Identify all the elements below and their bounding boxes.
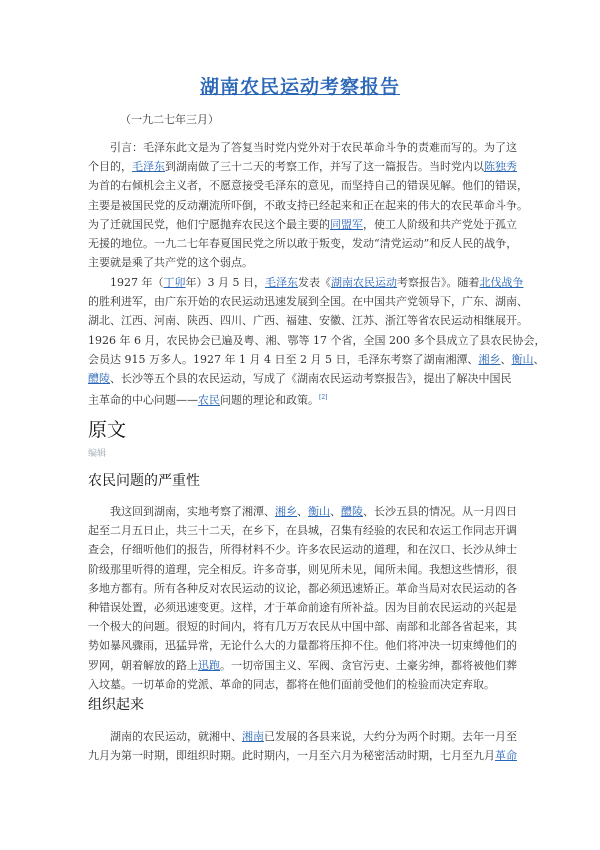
background-line: 1926 年 6 月，农民协会已遍及粤、湘、鄂等 17 个省，全国 200 多个县成立了县农民协会， <box>88 333 546 347</box>
section1-line: 入坟墓。一切革命的党派、革命的同志，都将在他们面前受他们的检验而决定弃取。 <box>88 677 495 691</box>
background-line: 湖北、江西、河南、陕西、四川、广西、福建、安徽、江苏、浙江等省农民运动相继展开。 <box>88 314 528 328</box>
section1-line: 阶级那里听得的道理，完全相反。许多奇事，则见所未见，闻所未闻。我想这些情形，很 <box>88 562 517 576</box>
background-line: 的胜利进军，由广东开始的农民运动迅速发展到全国。在中国共产党领导下，广东、湖南、 <box>88 295 528 309</box>
link-liling[interactable]: 醴陵 <box>341 505 363 518</box>
link-chen-duxiu[interactable]: 陈独秀 <box>484 160 517 174</box>
link-hunan-peasant-movement[interactable]: 湖南农民运动 <box>331 276 397 289</box>
section1-line: 罗网，朝着解放的路上迅跑。一切帝国主义、军阀、贪官污吏、土豪劣绅，都将被他们葬 <box>88 658 517 672</box>
link-hengshan[interactable]: 衡山 <box>511 352 534 366</box>
intro-line: 主要是被国民党的反动潮流所吓倒，不敢支持已经起来和正在起来的伟大的农民革命斗争。 <box>88 198 528 212</box>
link-revolution[interactable]: 革命 <box>495 749 517 763</box>
intro-paragraph <box>88 138 528 272</box>
link-xiangxiang[interactable]: 湘乡 <box>478 352 501 366</box>
section1-line: 种错误处置，必须迅速变更。这样，才于革命前途有所补益。因为目前农民运动的兴起是 <box>88 601 517 615</box>
section1-heading: 农民问题的严重性 <box>88 473 200 489</box>
link-peasants[interactable]: 农民 <box>198 393 220 407</box>
section1-line: 起至二月五日止，共三十二天，在乡下，在县城，召集有经验的农民和农运工作同志开调 <box>88 524 517 538</box>
intro-line: 引言：毛泽东此文是为了答复当时党内党外对于农民革命斗争的责难而写的。为了这 <box>110 141 517 154</box>
link-alliance-army[interactable]: 同盟军 <box>330 217 363 231</box>
link-mao-zedong[interactable]: 毛泽东 <box>132 160 165 174</box>
intro-line: 主要就是乘了共产党的这个弱点。 <box>88 256 253 270</box>
article-title[interactable]: 湖南农民运动考察报告 <box>199 76 400 98</box>
intro-line: 个目的，毛泽东到湖南做了三十二天的考察工作，并写了这一篇报告。当时党内以陈独秀 <box>88 160 517 174</box>
background-line: 会员达 915 万多人。1927 年 1 月 4 日至 2 月 5 日，毛泽东考察了湖南湘潭、湘乡、衡山、 <box>88 352 545 366</box>
article-date: （一九二七年三月） <box>120 113 219 126</box>
section-heading-original-text: 原文 <box>88 419 127 441</box>
section1-line: 多地方都有。所有各种反对农民运动的议论，都必须迅速矫正。革命当局对农民运动的各 <box>88 581 517 595</box>
link-xiangnan[interactable]: 湘南 <box>242 730 264 743</box>
edit-link[interactable]: 编辑 <box>88 449 107 459</box>
intro-line: 为首的右倾机会主义者，不愿意接受毛泽东的意见，而坚持自己的错误见解。他们的错误， <box>88 179 528 193</box>
reference-marker[interactable]: [2] <box>319 394 328 402</box>
background-line: 1927 年（丁卯年）3 月 5 日，毛泽东发表《湖南农民运动考察报告》。随着北伐战争 <box>110 276 524 289</box>
section1-line: 查会，仔细听他们的报告，所得材料不少。许多农民运动的道理，和在汉口、长沙从绅士 <box>88 543 517 557</box>
section1-line: 一个极大的问题。很短的时间内，将有几万万农民从中国中部、南部和北部各省起来，其 <box>88 620 517 634</box>
section2-heading: 组织起来 <box>88 697 144 713</box>
link-mao-zedong[interactable]: 毛泽东 <box>265 276 298 289</box>
section1-line: 我这回到湖南，实地考察了湘潭、湘乡、衡山、醴陵、长沙五县的情况。从一月四日 <box>110 505 517 518</box>
background-line: 醴陵、长沙等五个县的农民运动，写成了《湖南农民运动考察报告》，提出了解决中国民 <box>88 372 512 386</box>
intro-line: 为了迁就国民党，他们宁愿抛弃农民这个最主要的同盟军，使工人阶级和共产党处于孤立 <box>88 217 517 231</box>
intro-line: 无援的地位。一九二七年春夏国民党之所以敢于叛变，发动“清党运动”和反人民的战争， <box>88 237 518 251</box>
section2-line: 湖南的农民运动，就湘中、湘南已发展的各县来说，大约分为两个时期。去年一月至 <box>110 730 517 743</box>
section1-paragraph <box>88 502 520 694</box>
link-xunpao[interactable]: 迅跑 <box>198 658 220 672</box>
link-xiangxiang[interactable]: 湘乡 <box>275 505 297 518</box>
link-hengshan[interactable]: 衡山 <box>308 505 330 518</box>
link-liling[interactable]: 醴陵 <box>88 372 110 386</box>
section2-paragraph <box>88 727 520 765</box>
section2-line: 九月为第一时期，即组织时期。此时期内，一月至六月为秘密活动时期，七月至九月革命 <box>88 749 517 763</box>
link-northern-expedition[interactable]: 北伐战争 <box>479 276 524 289</box>
background-paragraph <box>88 273 546 410</box>
link-dingmao[interactable]: 丁卯 <box>163 276 186 289</box>
background-line: 主革命的中心问题——农民问题的理论和政策。[2] <box>88 393 328 407</box>
section1-line: 势如暴风骤雨，迅猛异常，无论什么大的力量都将压抑不住。他们将冲决一切束缚他们的 <box>88 639 517 653</box>
